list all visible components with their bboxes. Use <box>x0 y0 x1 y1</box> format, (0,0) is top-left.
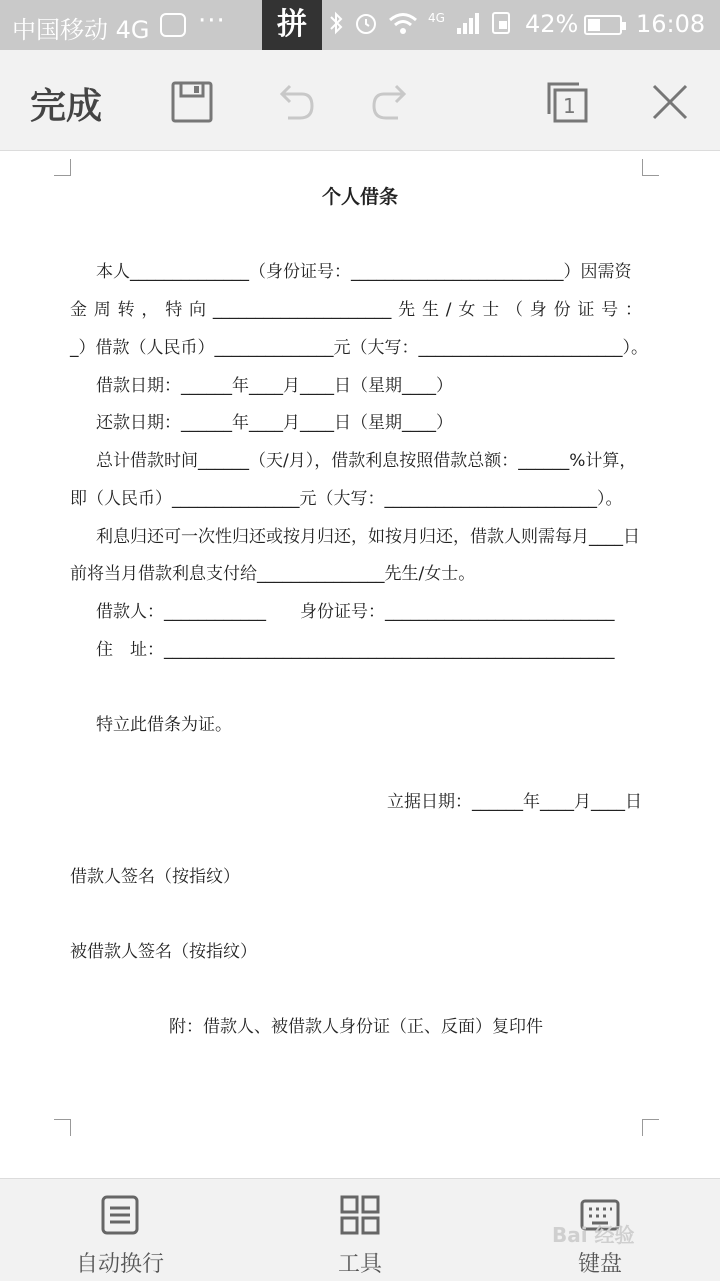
doc-line: 借款日期：______年____月____日（星期____） <box>96 376 453 396</box>
save-icon[interactable] <box>170 80 214 124</box>
document-page[interactable] <box>0 151 720 1177</box>
sim-icon <box>491 11 513 35</box>
carrier-label: 中国移动 4G <box>12 16 150 44</box>
system-icons <box>328 10 513 36</box>
undo-icon[interactable] <box>272 80 316 124</box>
editor-toolbar <box>0 50 720 151</box>
document-title: 个人借条 <box>321 186 398 208</box>
watermark: Bai 经验 <box>552 1223 635 1247</box>
page-corner-mark <box>54 159 71 176</box>
tools-button[interactable] <box>260 1179 460 1281</box>
doc-line: _）借款（人民币）______________元（大写：________________________）。 <box>70 338 648 358</box>
bluetooth-icon <box>328 10 344 36</box>
auto-wrap-button[interactable] <box>20 1179 220 1281</box>
wrap-text-icon <box>100 1195 140 1235</box>
weather-icon <box>160 13 186 37</box>
auto-wrap-label: 自动换行 <box>75 1252 164 1277</box>
ime-indicator: 拼 <box>262 0 322 50</box>
signal-icon <box>455 10 481 36</box>
doc-line: 前将当月借款利息支付给_______________先生/女士。 <box>70 564 476 584</box>
battery-percent: 42% <box>525 10 579 38</box>
page-corner-mark <box>642 159 659 176</box>
doc-line: 利息归还可一次性归还或按月归还，如按月归还，借款人则需每月____日 <box>96 527 640 547</box>
pages-button[interactable] <box>545 80 589 124</box>
status-bar <box>0 0 720 50</box>
doc-line: 还款日期：______年____月____日（星期____） <box>96 413 453 433</box>
page-count: 1 <box>563 94 576 118</box>
done-button[interactable]: 完成 <box>30 86 103 127</box>
doc-line: 即（人民币）_______________元（大写：_________________________）。 <box>70 489 623 509</box>
bottom-toolbar <box>0 1178 720 1281</box>
keyboard-label: 键盘 <box>577 1252 622 1277</box>
doc-line: 立据日期：______年____月____日 <box>387 792 642 812</box>
close-icon[interactable] <box>648 80 692 124</box>
alarm-icon <box>354 11 378 35</box>
page-corner-mark <box>642 1119 659 1136</box>
network-type: 4G <box>428 11 445 25</box>
tools-label: 工具 <box>337 1252 382 1277</box>
doc-line: 被借款人签名（按指纹） <box>70 942 257 962</box>
doc-line: 借款人签名（按指纹） <box>70 867 240 887</box>
doc-line: 本人______________（身份证号：_________________________）因需资 <box>96 262 632 282</box>
page-corner-mark <box>54 1119 71 1136</box>
grid-tools-icon <box>340 1195 380 1235</box>
doc-line: 借款人：____________ 身份证号：___________________________ <box>96 602 615 622</box>
doc-line: 住 址：_____________________________________________________ <box>96 640 615 660</box>
doc-line: 特立此借条为证。 <box>96 715 232 735</box>
doc-line: 总计借款时间______（天/月），借款利息按照借款总额：______%计算， <box>96 451 637 471</box>
wifi-icon <box>388 11 418 35</box>
battery-icon <box>584 15 622 35</box>
doc-line: 附：借款人、被借款人身份证（正、反面）复印件 <box>169 1017 543 1037</box>
doc-line: 金周转，特向_____________________先生/女士（身份证号： <box>70 300 642 320</box>
clock: 16:08 <box>636 10 706 38</box>
redo-icon[interactable] <box>370 80 414 124</box>
more-notifications-icon: ··· <box>198 6 226 36</box>
